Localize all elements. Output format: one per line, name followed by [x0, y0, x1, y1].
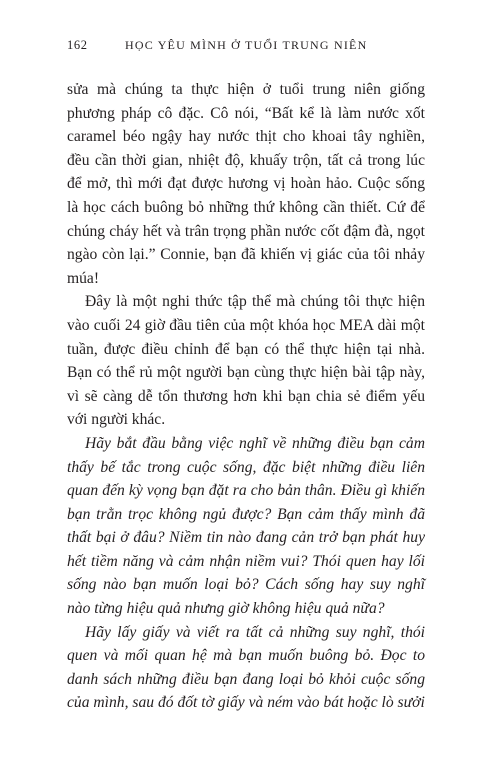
paragraph-instruction-write: Hãy lấy giấy và viết ra tất cả những suy nghĩ, thói quen và mối quan hệ mà bạn muốn buông bỏ. Đọc to danh sách những điều bạn đang loại bỏ khỏi cuộc sống của mình, sau đó đốt tờ giấy và ném vào bát hoặc lò sưởi — [67, 623, 425, 712]
page-header — [67, 38, 431, 56]
running-title: HỌC YÊU MÌNH Ở TUỔI TRUNG NIÊN — [125, 38, 368, 52]
page-number: 162 — [67, 38, 88, 52]
paragraph-continued: sửa mà chúng ta thực hiện ở tuổi trung niên giống phương pháp cô đặc. Cô nói, “Bất kể là làm nước xốt caramel béo ngậy hay nước thịt cho khoai tây nghiền, đều cần thời gian, nhiệt độ, khuấy trộn, tất cả trong lúc để mở, thì mới đạt được hương vị hoàn hảo. Cuộc sống là học cách buông bỏ những thứ không cần thiết. Cứ để chúng cháy hết và trân trọng phần nước cốt đậm đà, ngọt ngào còn lại.” Connie, bạn đã khiến vị giác của tôi nhảy múa! — [67, 81, 425, 287]
paragraph-ritual-intro: Đây là một nghi thức tập thể mà chúng tôi thực hiện vào cuối 24 giờ đầu tiên của một khóa học MEA dài một tuần, được điều chỉnh để bạn có thể thực hiện tại nhà. Bạn có thể rủ một người bạn cùng thực hiện bài tập này, vì sẽ càng dễ tổn thương hơn khi bạn chia sẻ điểm yếu với người khác. — [67, 293, 425, 429]
body-text — [67, 78, 425, 715]
paragraph-instruction-reflect: Hãy bắt đầu bằng việc nghĩ về những điều bạn cảm thấy bế tắc trong cuộc sống, đặc biệt những điều liên quan đến kỳ vọng bạn đặt ra cho bản thân. Điều gì khiến bạn trằn trọc không ngủ được? Bạn cảm thấy mình đã thất bại ở đâu? Niềm tin nào đang cản trở bạn phát huy hết tiềm năng và cảm nhận niềm vui? Thói quen hay lối sống nào bạn muốn loại bỏ? Cách sống hay suy nghĩ nào từng hiệu quả nhưng giờ không hiệu quả nữa? — [67, 434, 425, 618]
